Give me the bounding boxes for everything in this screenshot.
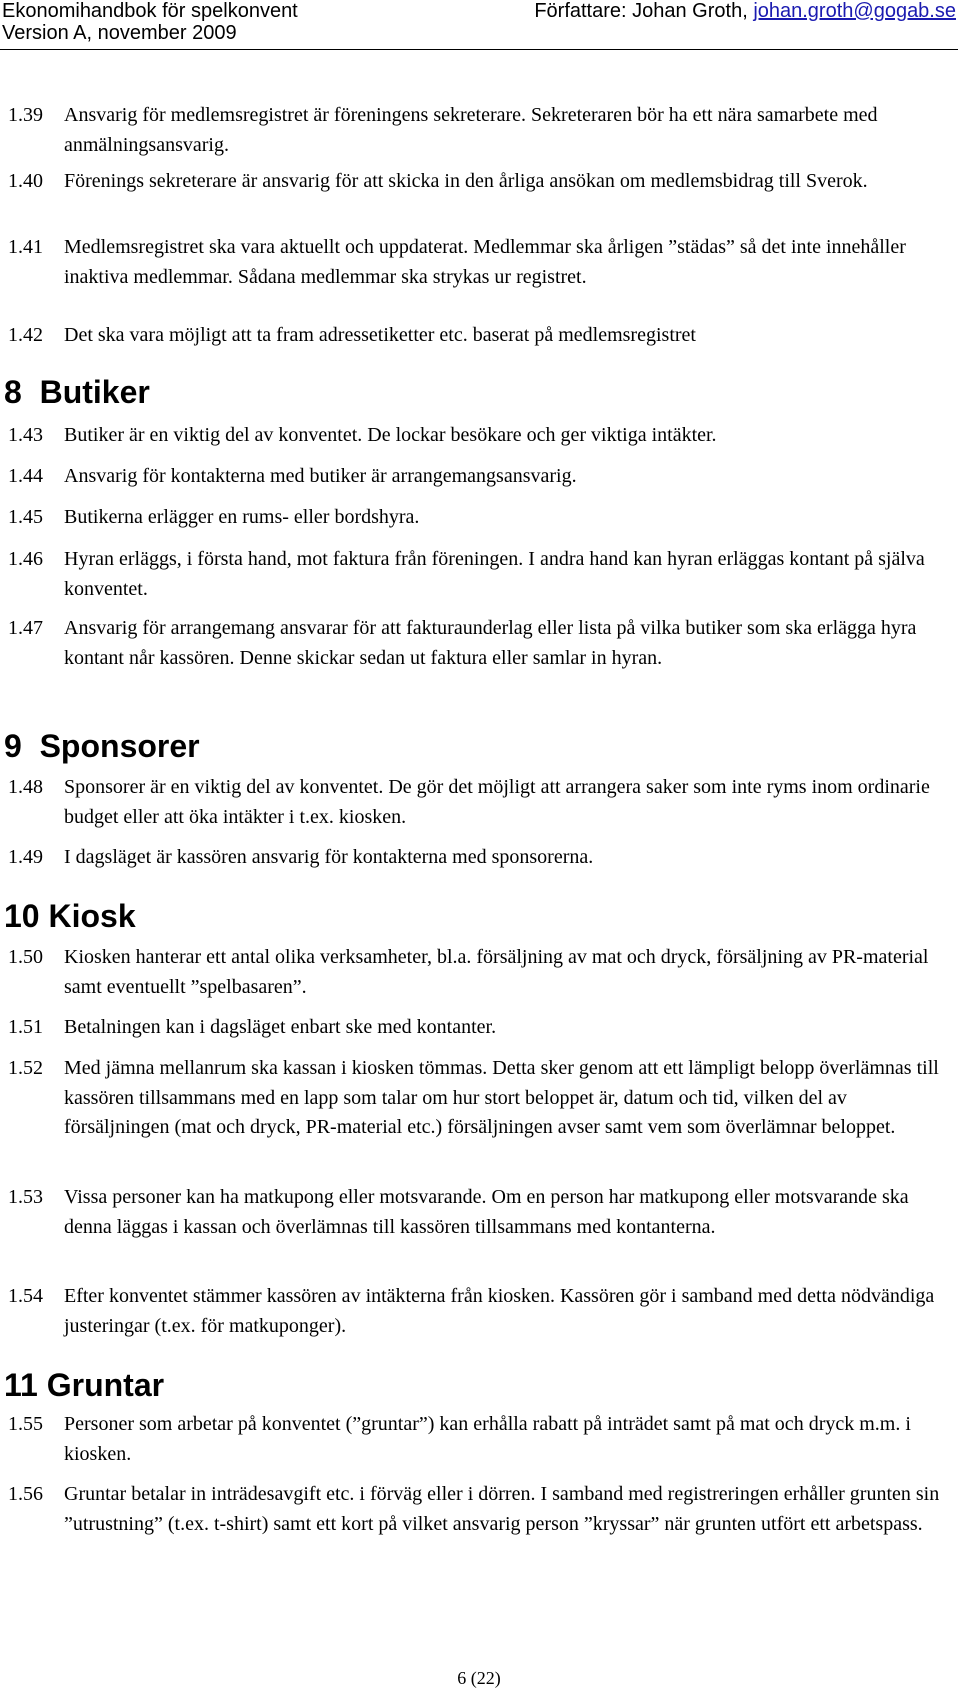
item-text: I dagsläget är kassören ansvarig för kontakterna med sponsorerna. bbox=[64, 846, 594, 868]
item-number: 1.46 bbox=[8, 548, 43, 570]
item-number: 1.56 bbox=[8, 1483, 43, 1505]
section-number: 8 bbox=[4, 374, 22, 410]
item-text: Sponsorer är en viktig del av konventet. De gör det möjligt att arrangera saker som inte ryms inom ordinarie budget eller att öka intäkter i t.ex. kiosken. bbox=[64, 776, 930, 828]
item-number: 1.49 bbox=[8, 846, 43, 868]
list-item bbox=[0, 421, 958, 451]
item-number: 1.45 bbox=[8, 506, 43, 528]
document-title: Ekonomihandbok för spelkonvent bbox=[2, 0, 298, 22]
item-number: 1.53 bbox=[8, 1186, 43, 1208]
list-item bbox=[0, 614, 958, 673]
item-text: Det ska vara möjligt att ta fram adressetiketter etc. baserat på medlemsregistret bbox=[64, 324, 696, 346]
list-item bbox=[0, 545, 958, 604]
page-number: 6 (22) bbox=[457, 1668, 501, 1688]
section-title: Gruntar bbox=[46, 1367, 165, 1403]
header-left bbox=[2, 0, 298, 44]
item-text: Medlemsregistret ska vara aktuellt och uppdaterat. Medlemmar ska årligen ”städas” så det inte innehåller inaktiva medlemmar. Sådana medlemmar ska strykas ur registret. bbox=[64, 236, 906, 288]
item-text: Butikerna erlägger en rums- eller bordshyra. bbox=[64, 506, 420, 528]
section-title: Butiker bbox=[39, 374, 150, 410]
list-item bbox=[0, 943, 958, 1002]
document-version: Version A, november 2009 bbox=[2, 22, 237, 44]
author-email-link[interactable]: johan.groth@gogab.se bbox=[753, 0, 956, 22]
item-number: 1.50 bbox=[8, 946, 43, 968]
item-text: Ansvarig för medlemsregistret är föreningens sekreterare. Sekreteraren bör ha ett nära samarbete med anmälningsansvarig. bbox=[64, 104, 878, 156]
list-item bbox=[0, 1282, 958, 1341]
list-item bbox=[0, 1054, 958, 1143]
item-number: 1.40 bbox=[8, 170, 43, 192]
item-number: 1.55 bbox=[8, 1413, 43, 1435]
item-text: Vissa personer kan ha matkupong eller motsvarande. Om en person har matkupong eller motsvarande ska denna läggas i kassan och överlämnas till kassören tillsammans med kontanterna. bbox=[64, 1186, 909, 1238]
header-author bbox=[534, 0, 956, 22]
section-title: Kiosk bbox=[48, 898, 136, 934]
list-item bbox=[0, 1480, 958, 1539]
item-number: 1.48 bbox=[8, 776, 43, 798]
section-heading-sponsorer bbox=[4, 727, 200, 765]
list-item bbox=[0, 167, 958, 197]
list-item bbox=[0, 773, 958, 832]
list-item bbox=[0, 503, 958, 533]
section-heading-gruntar bbox=[4, 1366, 164, 1404]
list-item bbox=[0, 101, 958, 160]
section-heading-butiker bbox=[4, 373, 150, 411]
item-text: Personer som arbetar på konventet (”gruntar”) kan erhålla rabatt på inträdet samt på mat och dryck m.m. i kiosken. bbox=[64, 1413, 911, 1465]
item-number: 1.47 bbox=[8, 617, 43, 639]
list-item bbox=[0, 321, 958, 351]
item-text: Efter konventet stämmer kassören av intäkterna från kiosken. Kassören gör i samband med detta nödvändiga justeringar (t.ex. för matkuponger). bbox=[64, 1285, 935, 1337]
item-number: 1.41 bbox=[8, 236, 43, 258]
item-number: 1.42 bbox=[8, 324, 43, 346]
section-heading-kiosk bbox=[4, 897, 136, 935]
list-item bbox=[0, 462, 958, 492]
list-item bbox=[0, 1410, 958, 1469]
item-number: 1.51 bbox=[8, 1016, 43, 1038]
item-text: Gruntar betalar in inträdesavgift etc. i förväg eller i dörren. I samband med registreringen erhåller grunten sin ”utrustning” (t.ex. t-shirt) samt ett kort på vilket ansvarig person ”kryssar” när grunten utfört ett arbetspass. bbox=[64, 1483, 940, 1535]
section-title: Sponsorer bbox=[39, 728, 200, 764]
item-number: 1.43 bbox=[8, 424, 43, 446]
item-text: Ansvarig för arrangemang ansvarar för att fakturaunderlag eller lista på vilka butiker som ska erlägga hyra kontant når kassören. Denne skickar sedan ut faktura eller samlar in hyran. bbox=[64, 617, 917, 669]
item-number: 1.54 bbox=[8, 1285, 43, 1307]
section-number: 9 bbox=[4, 728, 22, 764]
list-item bbox=[0, 1013, 958, 1043]
item-text: Hyran erläggs, i första hand, mot faktura från föreningen. I andra hand kan hyran erläggas kontant på själva konventet. bbox=[64, 548, 925, 600]
item-number: 1.52 bbox=[8, 1057, 43, 1079]
item-number: 1.39 bbox=[8, 104, 43, 126]
section-number: 11 bbox=[4, 1367, 38, 1403]
section-number: 10 bbox=[4, 898, 40, 934]
item-text: Förenings sekreterare är ansvarig för att skicka in den årliga ansökan om medlemsbidrag till Sverok. bbox=[64, 170, 868, 192]
item-text: Kiosken hanterar ett antal olika verksamheter, bl.a. försäljning av mat och dryck, försäljning av PR-material samt eventuellt ”spelbasaren”. bbox=[64, 946, 929, 998]
author-label: Författare: Johan Groth, bbox=[534, 0, 754, 22]
item-text: Ansvarig för kontakterna med butiker är arrangemangsansvarig. bbox=[64, 465, 577, 487]
item-text: Med jämna mellanrum ska kassan i kiosken tömmas. Detta sker genom att ett lämpligt belopp överlämnas till kassören tillsammans med en lapp som talar om hur stort beloppet är, datum och tid, vilken del av försäljningen (mat och dryck, PR-material etc.) försäljningen avser samt vem som överlämnar beloppet. bbox=[64, 1057, 939, 1138]
item-number: 1.44 bbox=[8, 465, 43, 487]
list-item bbox=[0, 233, 958, 292]
page-header bbox=[0, 0, 958, 50]
list-item bbox=[0, 1183, 958, 1242]
list-item bbox=[0, 843, 958, 873]
item-text: Betalningen kan i dagsläget enbart ske med kontanter. bbox=[64, 1016, 497, 1038]
item-text: Butiker är en viktig del av konventet. De lockar besökare och ger viktiga intäkter. bbox=[64, 424, 717, 446]
